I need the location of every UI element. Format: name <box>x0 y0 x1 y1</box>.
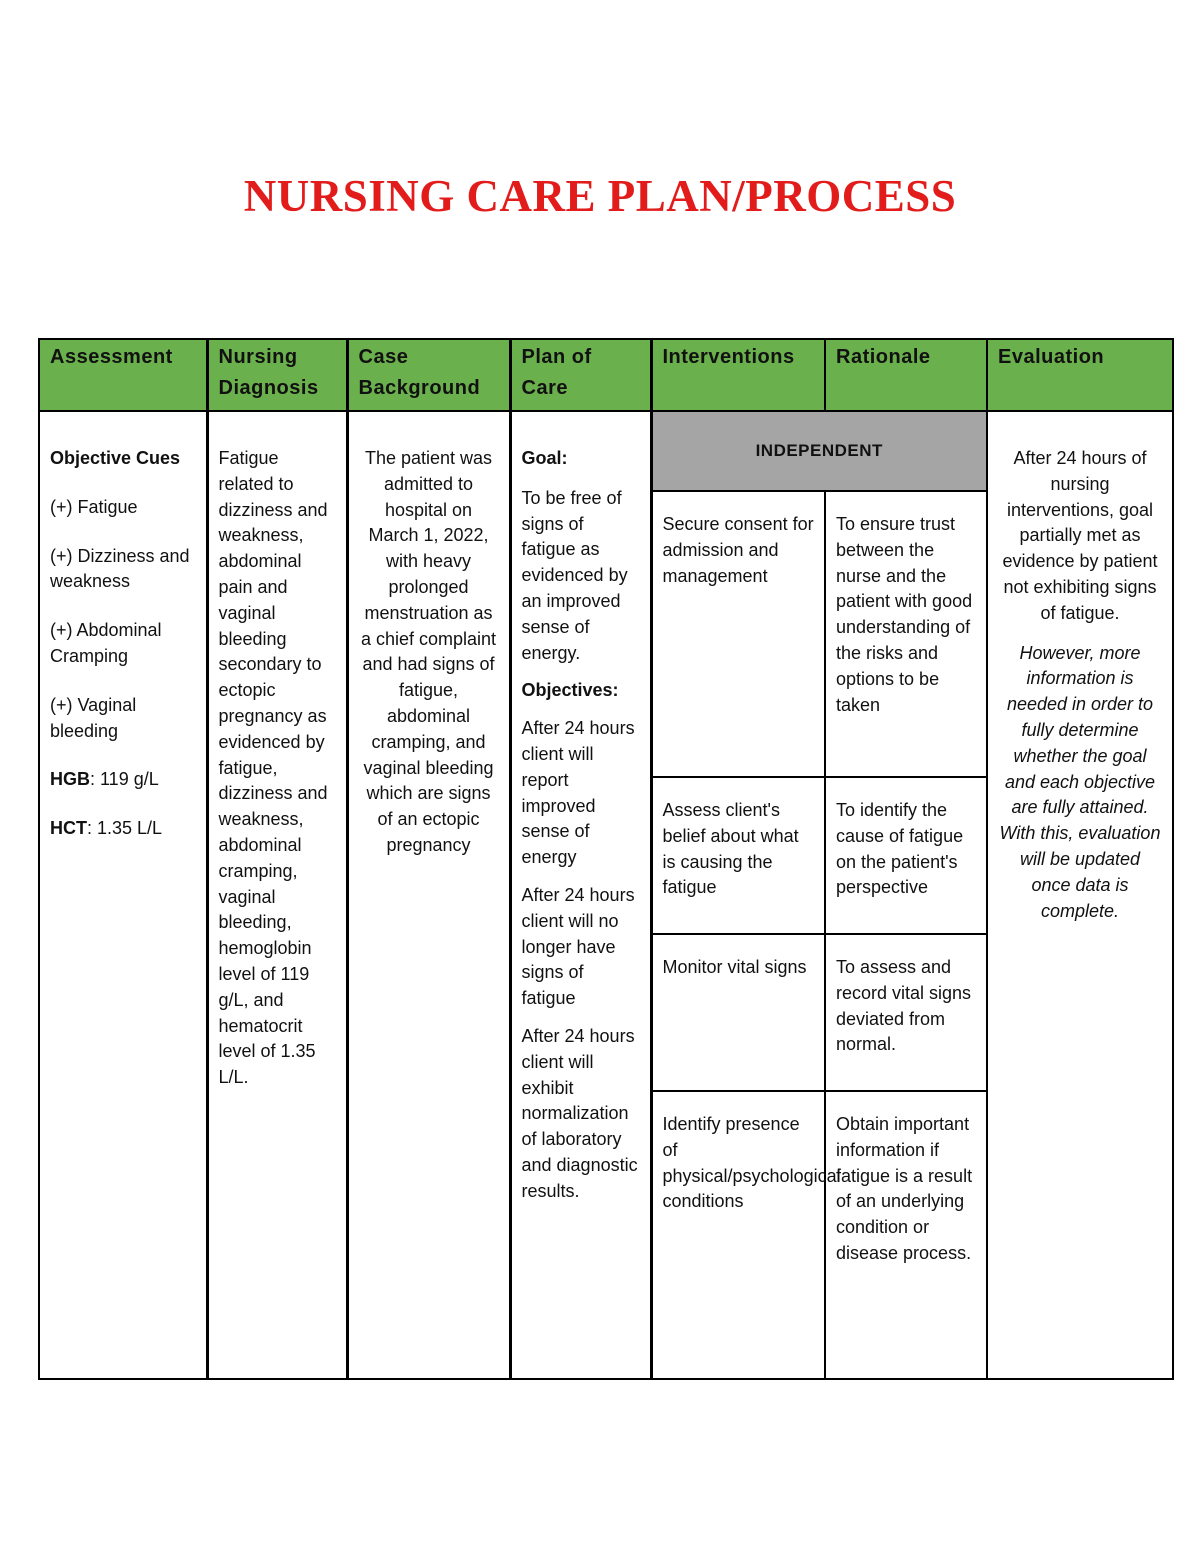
objective-cues-heading: Objective Cues <box>50 448 181 468</box>
hgb-value: : 119 g/L <box>90 769 159 790</box>
header-interventions: Interventions <box>651 339 825 411</box>
evaluation-cell <box>987 411 1173 1379</box>
rationale-cell: To assess and record vital signs deviated from normal. <box>825 934 987 1091</box>
hct-value: : 1.35 L/L <box>87 818 163 839</box>
cue-item: (+) Vaginal bleeding <box>50 694 137 741</box>
intervention-cell: Secure consent for admission and management <box>651 491 825 777</box>
header-case-background: Case Background <box>347 339 510 411</box>
hgb-line <box>50 767 196 793</box>
nursing-diagnosis-cell: Fatigue related to dizziness and weakness, abdominal pain and vaginal bleeding secondary to ectopic pregnancy as evidenced by fatigue, dizziness and weakness, abdominal cramping, vaginal bleeding, hemoglobin level of 119 g/L, and hematocrit level of 1.35 L/L. <box>207 411 347 1379</box>
rationale-cell: To identify the cause of fatigue on the patient's perspective <box>825 777 987 934</box>
header-evaluation: Evaluation <box>987 339 1173 411</box>
intervention-cell: Monitor vital signs <box>651 934 825 1091</box>
plan-of-care-cell <box>510 411 651 1379</box>
hct-label: HCT <box>50 818 87 839</box>
intervention-cell: Identify presence of physical/psychological conditions <box>651 1091 825 1379</box>
independent-label: INDEPENDENT <box>651 411 987 491</box>
assessment-cell <box>39 411 207 1379</box>
goal-text: To be free of signs of fatigue as evidenced by an improved sense of energy. <box>521 487 628 663</box>
cue-item: (+) Abdominal Cramping <box>50 620 162 666</box>
evaluation-main: After 24 hours of nursing interventions, goal partially met as evidence by patient not exhibiting signs of fatigue. <box>1002 448 1158 623</box>
intervention-cell: Assess client's belief about what is causing the fatigue <box>651 777 825 934</box>
objectives-label: Objectives: <box>521 680 619 701</box>
header-nursing-diagnosis: Nursing Diagnosis <box>207 339 347 411</box>
hgb-label: HGB <box>50 769 90 790</box>
header-plan-of-care: Plan of Care <box>510 339 651 411</box>
objective-item: After 24 hours client will no longer have signs of fatigue <box>521 884 635 1009</box>
care-plan-table <box>38 338 1174 1380</box>
rationale-cell: To ensure trust between the nurse and the patient with good understanding of the risks and options to be taken <box>825 491 987 777</box>
header-rationale: Rationale <box>825 339 987 411</box>
page-title: NURSING CARE PLAN/PROCESS <box>243 171 957 221</box>
cue-item: (+) Fatigue <box>50 496 138 517</box>
table-row <box>39 411 1173 491</box>
case-background-cell: The patient was admitted to hospital on March 1, 2022, with heavy prolonged menstruation as a chief complaint and had signs of fatigue, abdominal cramping, and vaginal bleeding which are signs of an ectopic pregnancy <box>347 411 510 1379</box>
header-assessment: Assessment <box>39 339 207 411</box>
rationale-cell: Obtain important information if fatigue is a result of an underlying condition or disease process. <box>825 1091 987 1379</box>
table-header-row <box>39 339 1173 411</box>
cue-item: (+) Dizziness and weakness <box>50 545 190 592</box>
objective-item: After 24 hours client will exhibit normalization of laboratory and diagnostic results. <box>521 1025 638 1201</box>
evaluation-note: However, more information is needed in order to fully determine whether the goal and each objective are fully attained. With this, evaluation will be updated once data is complete. <box>999 642 1161 921</box>
hct-line <box>50 816 196 842</box>
goal-label: Goal: <box>521 448 568 468</box>
objective-item: After 24 hours client will report improved sense of energy <box>521 718 635 868</box>
